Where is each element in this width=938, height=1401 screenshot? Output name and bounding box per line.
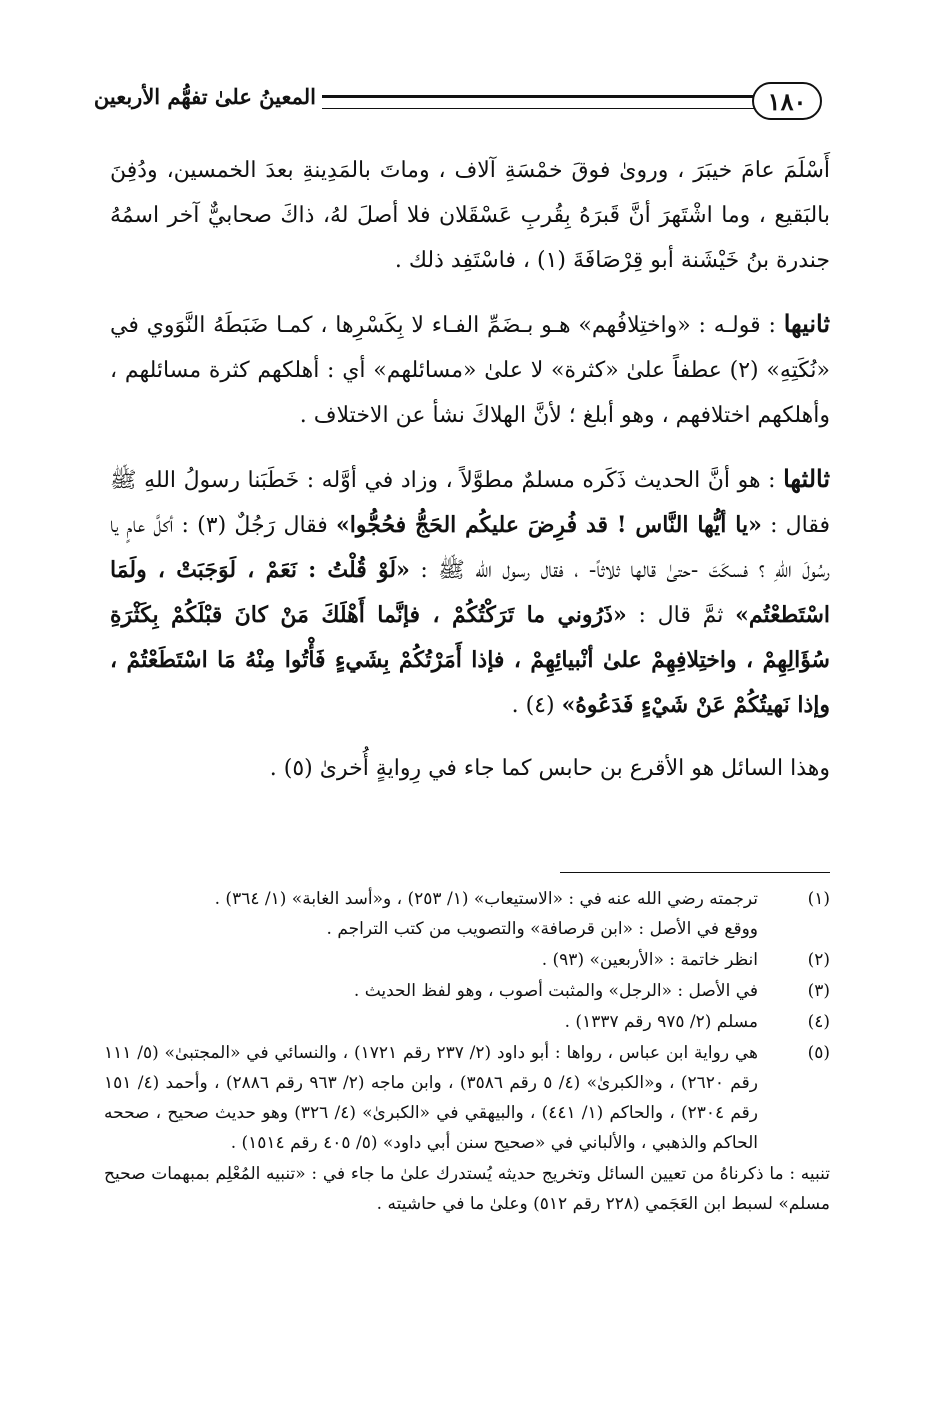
footnote xyxy=(104,945,830,975)
footnote-text: ووقع في الأصل : «ابن قرصافة» والتصويب من كتب التراجم . xyxy=(326,919,758,939)
paragraph-3-label: ثالثها xyxy=(783,464,830,493)
paragraph-2 xyxy=(110,301,830,438)
footnote xyxy=(104,884,830,944)
paragraph-3-text-3: ثمَّ قال : xyxy=(626,603,736,628)
footnote xyxy=(104,1007,830,1037)
header-rule xyxy=(322,95,754,109)
footnote-text: انظر خاتمة : «الأربعين» (٩٣) . xyxy=(541,950,758,970)
paragraph-3-text-2: فقال رَجُلٌ (٣) : أكلَّ عامٍ يا رسُولَ اللهِ ؟ فسكَتَ -حتىٰ قالها ثلاثاً- ، فقال رسول الله ﷺ : xyxy=(110,513,830,583)
paragraph-3 xyxy=(110,456,830,728)
footnote-number: (٤) xyxy=(807,1012,830,1032)
page-header xyxy=(93,80,822,124)
footnote-number: (١) xyxy=(807,889,830,909)
footnote xyxy=(104,1038,830,1158)
paragraph-3-text-4: (٤) . xyxy=(511,693,562,718)
footnote-number: (٥) xyxy=(807,1043,830,1063)
page-number: ١٨٠ xyxy=(752,82,822,120)
paragraph-1: أَسْلَمَ عامَ خيبَرَ ، وروىٰ فوقَ خمْسَةِ آلاف ، وماتَ بالمَدِينةِ بعدَ الخمسين، ودُفِنَ بالبَقيع ، وما اشْتَهرَ أنَّ قَبرَهُ بِقُربِ عَسْقَلان فلا أصلَ لهُ، ذاكَ صحابيٌّ آخر اسمُهُ جندرة بنُ خَيْشَنة أبو قِرْصَافَةَ (١) ، فاسْتَفِد ذلك . xyxy=(110,158,830,273)
footnote-note: تنبيه : ما ذكرناهُ من تعيين السائل وتخريج حديثه يُستدرك علىٰ ما جاء في : «تنبيه المُعْلِم بمبهمات صحيح مسلم» لسبط ابن العَجَمي (٢٢٨ رقم ٥١٢) وعلىٰ ما في حاشيته . xyxy=(104,1164,830,1214)
main-text xyxy=(110,148,830,809)
paragraph-2-text: : قولـه : «واختِلافُهم» هـو بـضَمِّ الفـاء لا بِكَسْرِها ، كمـا ضَبَطَهُ النَّوَوي في «نُكَتِهِ» (٢) عطفاً علىٰ «كثرة» لا علىٰ «مسائلهم» أي : أهلكهم كثرة مسائلهم ، وأهلكهم اختلافهم ، وهو أبلغ ؛ لأنَّ الهلاكَ نشأ عن الاختلاف . xyxy=(110,313,830,428)
footnote-text: في الأصل : «الرجل» والمثبت أصوب ، وهو لفظ الحديث . xyxy=(353,981,758,1001)
running-title: المعينُ علىٰ تفهُّم الأربعين xyxy=(93,84,316,109)
footnote-number: (٣) xyxy=(807,981,830,1001)
paragraph-3-text-1: : هو أنَّ الحديث ذَكَره مسلمٌ مطوَّلاً ، وزاد في أوَّله : خَطَبَنا رسولُ اللهِ ﷺ فقال : xyxy=(110,468,831,538)
paragraph-4: وهذا السائل هو الأقرع بن حابس كما جاء في رِوايةٍ أُخرىٰ (٥) . xyxy=(269,756,830,781)
footnotes xyxy=(104,884,830,1219)
hadith-quote-1: «يا أيُّها النَّاس ! قد فُرِضَ عليكُم الحَجُّ فحُجُّوا» xyxy=(336,512,762,538)
footnote-separator xyxy=(560,872,830,873)
footnote-number: (٢) xyxy=(807,950,830,970)
paragraph-2-label: ثانيها xyxy=(783,309,830,338)
hadith-quote-3: «ذَرُوني ما تَرَكْتُكُمْ ، فإنَّما أَهْلَكَ مَنْ كانَ قبْلَكُمْ بِكَثْرَةِ سُؤَالِهِمْ ، واختِلافِهِمْ علىٰ أنْبيائِهِمْ ، فإذا أَمَرْتُكُمْ بِشَيءٍ فَأْتُوا مِنْهُ مَا اسْتَطَعْتُمْ ، وإذا نَهيتُكُمْ عَنْ شَيْءٍ فَدَعُوهُ» xyxy=(110,602,830,718)
footnote-text: ترجمته رضي الله عنه في : «الاستيعاب» (١/ ٢٥٣) ، و«أسد الغابة» (١/ ٣٦٤) . xyxy=(214,889,758,909)
footnote-text: هي رواية ابن عباس ، رواها : أبو داود (٢/ ٢٣٧ رقم ١٧٢١) ، والنسائي في «المجتبىٰ» (٥/ ١١١ رقم ٢٦٢٠) ، و«الكبرىٰ» (٤/ ٥ رقم ٣٥٨٦) ، وابن ماجه (٢/ ٩٦٣ رقم ٢٨٨٦) ، وأحمد (٤/ ١٥١ رقم ٢٣٠٤) ، والحاكم (١/ ٤٤١) ، والبيهقي في «الكبرىٰ» (٤/ ٣٢٦) وهو حديث صحيح ، صححه الحاكم والذهبي ، والألباني في «صحيح سنن أبي داود» (٥/ ٤٠٥ رقم ١٥١٤) . xyxy=(104,1043,759,1153)
hadith-quote-2: «لَوْ قُلْتُ : نَعَمْ ، لَوَجَبَتْ ، ولَمَا اسْتَطعْتُم» xyxy=(110,557,830,628)
footnote-text: مسلم (٢/ ٩٧٥ رقم ١٣٣٧) . xyxy=(564,1012,758,1032)
footnote xyxy=(104,976,830,1006)
